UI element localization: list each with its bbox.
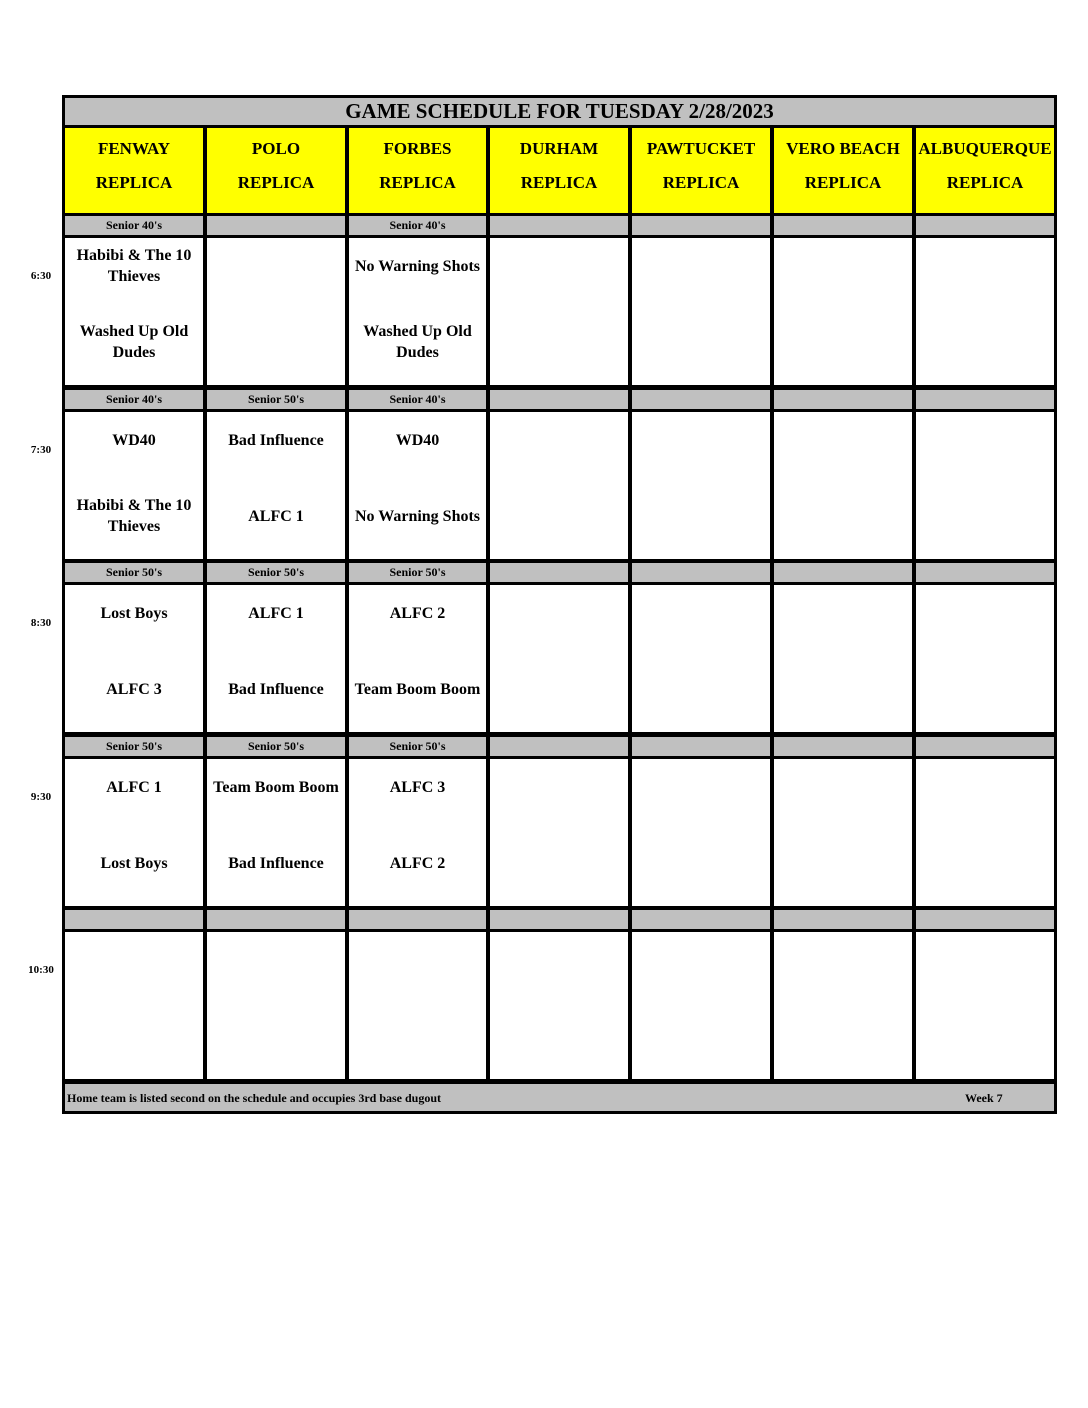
home-team — [632, 317, 770, 367]
away-team — [632, 415, 770, 465]
home-team — [774, 664, 912, 714]
game-cell — [62, 929, 206, 1082]
time-label: 8:30 — [30, 617, 52, 629]
venue-name: POLO — [251, 139, 301, 158]
home-team — [916, 1011, 1054, 1061]
game-cell — [629, 756, 773, 909]
venue-header — [771, 125, 915, 216]
away-team — [774, 588, 912, 638]
away-team — [632, 588, 770, 638]
home-team — [490, 838, 628, 888]
game-cell — [487, 409, 631, 562]
page-title: GAME SCHEDULE FOR TUESDAY 2/28/2023 — [62, 95, 1057, 128]
game-cell — [487, 582, 631, 735]
game-cell — [629, 235, 773, 388]
venue-header — [346, 125, 489, 216]
game-cell — [913, 582, 1057, 735]
division-label: Senior 40's — [62, 387, 206, 412]
division-label: Senior 50's — [62, 734, 206, 759]
away-team: ALFC 1 — [106, 778, 162, 796]
game-cell — [913, 409, 1057, 562]
venue-name: VERO BEACH — [786, 139, 900, 158]
away-team — [65, 935, 203, 985]
away-team: WD40 — [112, 431, 156, 449]
game-cell — [629, 929, 773, 1082]
away-team: Bad Influence — [228, 431, 324, 449]
home-team — [916, 317, 1054, 367]
home-team — [916, 838, 1054, 888]
week-label: Week 7 — [965, 1091, 1003, 1105]
away-team — [207, 935, 345, 985]
game-cell — [629, 409, 773, 562]
game-cell — [62, 582, 206, 735]
home-team — [774, 491, 912, 541]
home-team — [207, 1011, 345, 1061]
home-team — [490, 664, 628, 714]
away-team: Lost Boys — [100, 604, 168, 622]
home-team: Bad Influence — [228, 680, 324, 698]
division-label: Senior 50's — [204, 387, 348, 412]
away-team — [207, 241, 345, 291]
game-cell — [62, 409, 206, 562]
away-team — [632, 935, 770, 985]
game-cell — [346, 235, 489, 388]
venue-replica-label: REPLICA — [946, 173, 1024, 192]
division-label: Senior 40's — [346, 213, 489, 238]
venue-replica-label: REPLICA — [520, 173, 598, 192]
venue-header — [487, 125, 631, 216]
home-team — [490, 317, 628, 367]
away-team: ALFC 1 — [248, 604, 304, 622]
away-team: WD40 — [395, 431, 440, 449]
home-team — [916, 664, 1054, 714]
venue-name: PAWTUCKET — [646, 139, 756, 158]
game-cell — [204, 409, 348, 562]
game-cell — [346, 756, 489, 909]
home-team: ALFC 2 — [389, 854, 446, 872]
game-cell — [913, 756, 1057, 909]
venue-replica-label: REPLICA — [662, 173, 740, 192]
away-team — [490, 588, 628, 638]
venue-name: FORBES — [383, 139, 452, 158]
home-team: Team Boom Boom — [354, 680, 481, 698]
time-label: 9:30 — [30, 791, 52, 803]
game-cell — [346, 929, 489, 1082]
home-team — [774, 317, 912, 367]
home-team — [349, 1011, 486, 1061]
home-team — [632, 838, 770, 888]
division-label: Senior 50's — [204, 734, 348, 759]
away-team: Habibi & The 10 Thieves — [76, 247, 192, 285]
away-team — [774, 415, 912, 465]
away-team: ALFC 2 — [389, 604, 446, 622]
away-team — [774, 935, 912, 985]
game-cell — [204, 235, 348, 388]
time-label: 10:30 — [28, 964, 54, 976]
venue-replica-label: REPLICA — [804, 173, 882, 192]
game-cell — [913, 929, 1057, 1082]
home-team: Bad Influence — [228, 854, 324, 872]
venue-replica-label: REPLICA — [237, 173, 315, 192]
home-team — [632, 1011, 770, 1061]
venue-header — [62, 125, 206, 216]
home-team: Habibi & The 10 Thieves — [76, 497, 192, 535]
division-label: Senior 50's — [62, 560, 206, 585]
home-team — [774, 838, 912, 888]
venue-name: DURHAM — [519, 139, 599, 158]
home-team — [632, 491, 770, 541]
home-team: ALFC 3 — [106, 680, 162, 698]
game-cell — [771, 929, 915, 1082]
away-team: Team Boom Boom — [213, 778, 339, 796]
game-cell — [487, 929, 631, 1082]
game-cell — [771, 582, 915, 735]
away-team — [916, 588, 1054, 638]
footer-band — [62, 1081, 1057, 1114]
venue-header — [204, 125, 348, 216]
division-label: Senior 50's — [204, 560, 348, 585]
away-team: No Warning Shots — [354, 257, 481, 275]
home-team — [632, 664, 770, 714]
home-team — [490, 1011, 628, 1061]
away-team — [632, 241, 770, 291]
game-cell — [771, 409, 915, 562]
home-team: ALFC 1 — [248, 507, 304, 525]
game-cell — [771, 235, 915, 388]
division-label: Senior 40's — [62, 213, 206, 238]
division-label: Senior 50's — [346, 734, 489, 759]
division-label: Senior 40's — [346, 387, 489, 412]
home-team — [207, 317, 345, 367]
game-cell — [913, 235, 1057, 388]
venue-replica-label: REPLICA — [95, 173, 173, 192]
game-cell — [204, 582, 348, 735]
home-team: Washed Up Old Dudes — [79, 323, 189, 361]
time-label: 7:30 — [30, 444, 52, 456]
home-team: Lost Boys — [100, 854, 168, 872]
game-cell — [346, 409, 489, 562]
game-cell — [204, 929, 348, 1082]
schedule-sheet — [62, 95, 1057, 1114]
game-cell — [346, 582, 489, 735]
away-team — [916, 415, 1054, 465]
home-team: Washed Up Old Dudes — [363, 323, 472, 361]
away-team — [349, 935, 486, 985]
venue-header — [629, 125, 773, 216]
game-cell — [487, 235, 631, 388]
away-team — [916, 935, 1054, 985]
game-cell — [771, 756, 915, 909]
footer-note: Home team is listed second on the schedule and occupies 3rd base dugout — [67, 1091, 442, 1105]
game-cell — [487, 756, 631, 909]
game-cell — [204, 756, 348, 909]
home-team — [490, 491, 628, 541]
away-team — [490, 762, 628, 812]
game-cell — [629, 582, 773, 735]
division-label: Senior 50's — [346, 560, 489, 585]
away-team: ALFC 3 — [389, 778, 446, 796]
venue-replica-label: REPLICA — [379, 173, 456, 192]
away-team — [490, 415, 628, 465]
home-team: No Warning Shots — [354, 507, 481, 525]
home-team — [916, 491, 1054, 541]
away-team — [490, 241, 628, 291]
game-cell — [62, 756, 206, 909]
home-team — [65, 1011, 203, 1061]
away-team — [774, 762, 912, 812]
time-label: 6:30 — [30, 270, 52, 282]
away-team — [774, 241, 912, 291]
away-team — [632, 762, 770, 812]
away-team — [916, 762, 1054, 812]
venue-name: ALBUQUERQUE — [918, 139, 1052, 158]
venue-name: FENWAY — [97, 139, 171, 158]
venue-header — [913, 125, 1057, 216]
home-team — [774, 1011, 912, 1061]
game-cell — [62, 235, 206, 388]
away-team — [916, 241, 1054, 291]
away-team — [490, 935, 628, 985]
